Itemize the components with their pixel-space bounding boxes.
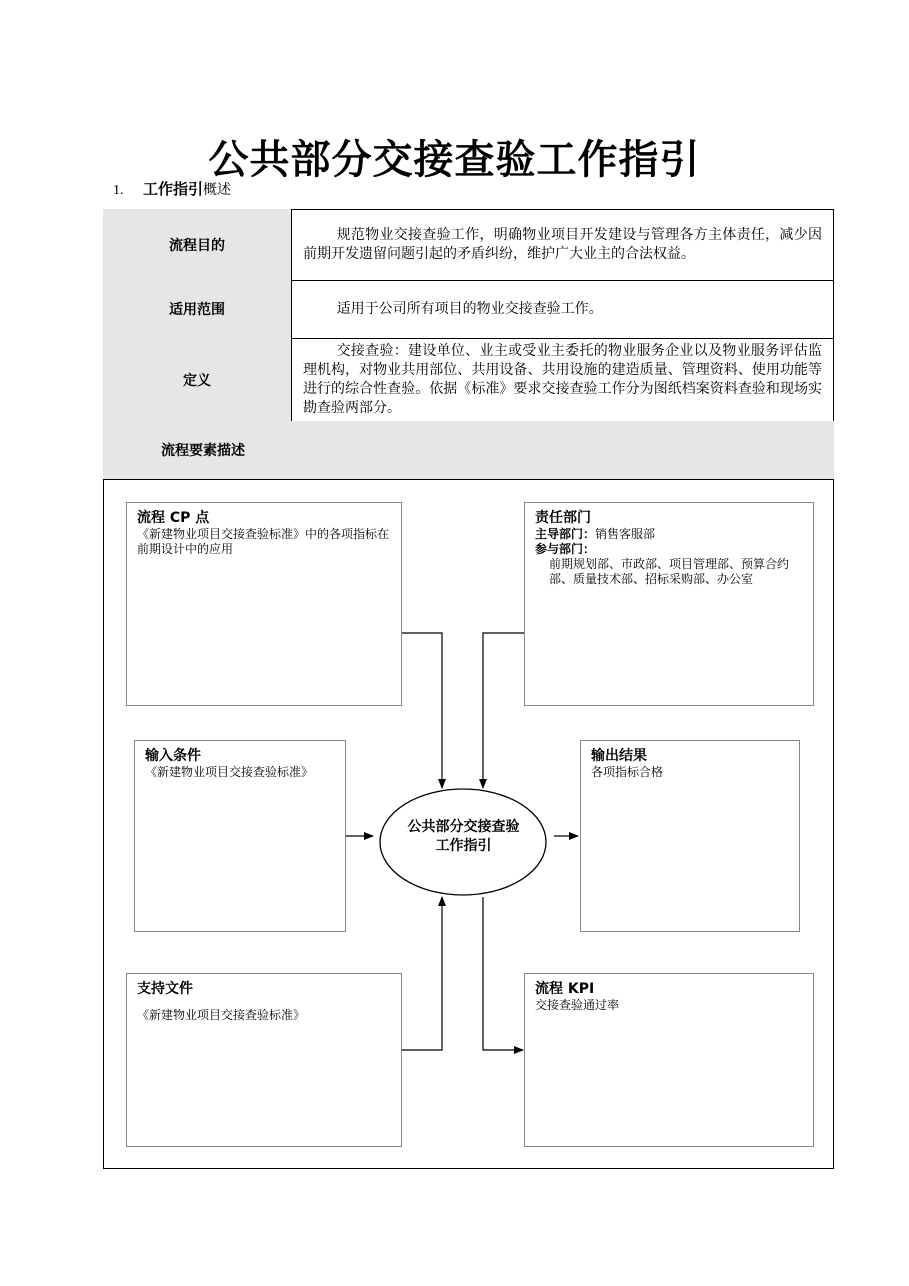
definition-label: 定义 — [103, 338, 292, 421]
input-text: 《新建物业项目交接查验标准》 — [145, 765, 314, 779]
scope-value: 适用于公司所有项目的物业交接查验工作。 — [336, 300, 603, 317]
section-process-elements: 流程要素描述 — [103, 421, 834, 480]
dept-part-label: 参与部门： — [535, 542, 596, 556]
support-title: 支持文件 — [137, 981, 193, 997]
cp-text: 《新建物业项目交接查验标准》中的各项指标在前期设计中的应用 — [137, 527, 390, 556]
cp-title: 流程 CP 点 — [137, 510, 210, 526]
box-input — [134, 740, 346, 932]
box-process-kpi — [524, 973, 814, 1147]
purpose-value: 规范物业交接查验工作，明确物业项目开发建设与管理各方主体责任，减少因前期开发遗留问题引起的矛盾纠纷，维护广大业主的合法权益。 — [303, 226, 822, 262]
box-process-cp — [126, 502, 402, 706]
box-responsible-dept — [524, 502, 814, 706]
document-title: 公共部分交接查验工作指引 — [208, 137, 701, 183]
heading-number: 1. — [113, 183, 124, 198]
center-process-label: 公共部分交接查验 工作指引 — [407, 819, 520, 854]
support-text: 《新建物业项目交接查验标准》 — [137, 1008, 306, 1022]
kpi-text: 交接查验通过率 — [535, 998, 620, 1012]
box-support-docs — [126, 973, 402, 1147]
output-title: 输出结果 — [591, 748, 647, 764]
connector-kpi — [483, 897, 523, 1050]
heading-bold: 工作指引 — [143, 180, 204, 198]
connector-cp — [401, 633, 442, 788]
connector-dept — [483, 633, 524, 788]
heading-rest: 概述 — [203, 182, 232, 198]
input-title: 输入条件 — [145, 748, 201, 764]
definition-value: 交接查验：建设单位、业主或受业主委托的物业服务企业以及物业服务评估监理机构，对物业共用部位、共用设备、共用设施的建造质量、管理资料、使用功能等进行的综合性查验。依据《标准》要求交接查验工作分为图纸档案资料查验和现场实勘查验两部分。 — [303, 342, 822, 416]
dept-title: 责任部门 — [535, 510, 591, 526]
scope-label: 适用范围 — [103, 280, 292, 338]
dept-part-list: 前期规划部、市政部、项目管理部、预算合约部、质量技术部、招标采购部、办公室 — [549, 557, 790, 586]
box-output — [580, 740, 800, 932]
dept-lead: 主导部门：销售客服部 — [535, 527, 656, 541]
purpose-label: 流程目的 — [103, 209, 292, 280]
kpi-title: 流程 KPI — [535, 981, 595, 997]
connector-support — [401, 897, 442, 1050]
output-text: 各项指标合格 — [591, 765, 664, 779]
